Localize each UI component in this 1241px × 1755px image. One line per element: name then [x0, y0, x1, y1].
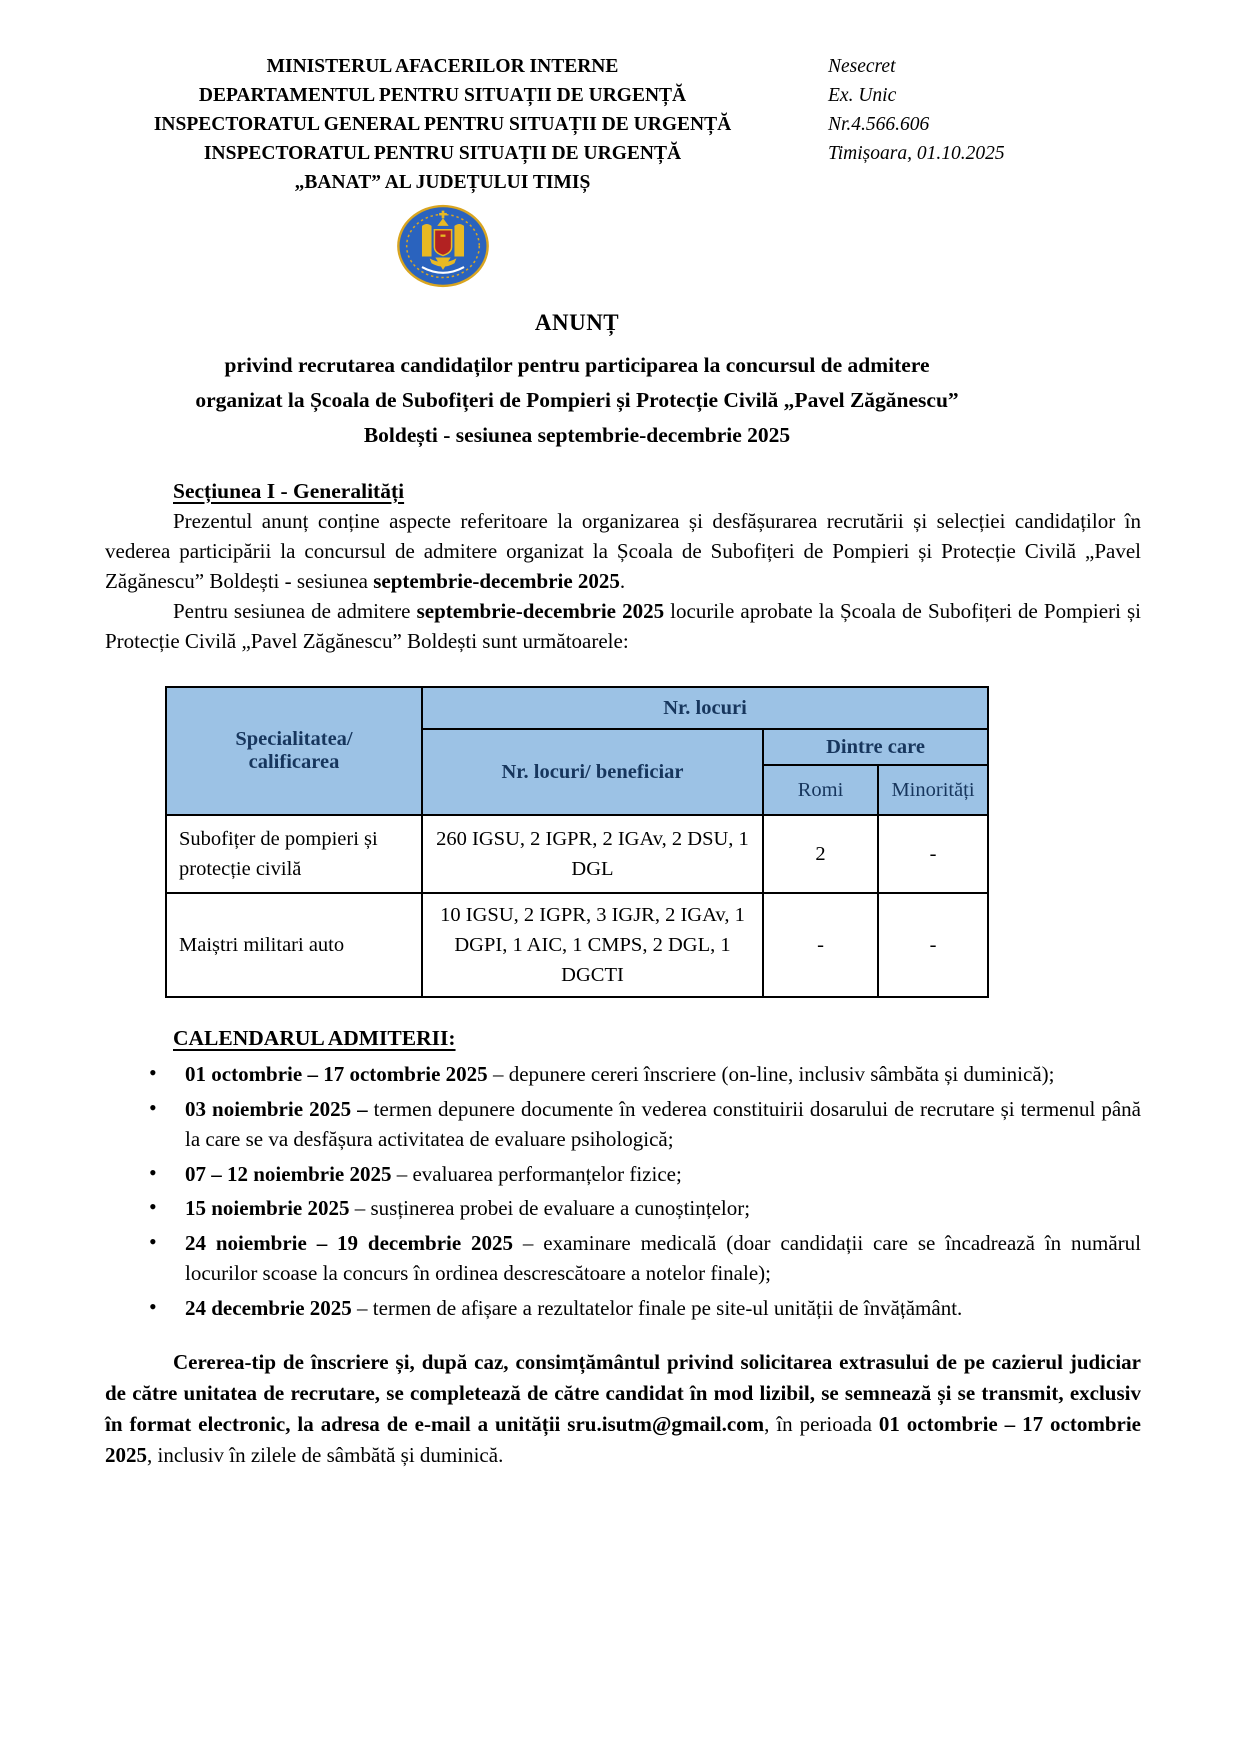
- calendar-item-date: 01 octombrie – 17 octombrie 2025: [185, 1062, 488, 1086]
- org-line: INSPECTORATUL PENTRU SITUAȚII DE URGENȚĂ: [203, 143, 682, 164]
- logo-container: [105, 203, 780, 294]
- document-title: ANUNȚ: [534, 310, 620, 335]
- calendar-item-date: 15 noiembrie 2025: [185, 1196, 350, 1220]
- seats-table-container: [165, 686, 1141, 998]
- calendar-item: [105, 1228, 1141, 1289]
- intro-session-bold: septembrie-decembrie 2025: [373, 569, 620, 593]
- document-subtitle: [105, 348, 1049, 453]
- calendar-item: [105, 1193, 1141, 1224]
- header-cell-dintre-care: Dintre care: [763, 729, 988, 765]
- submission-period-bold: 01 octombrie – 17 octombrie 2025: [105, 1412, 1141, 1467]
- org-line: „BANAT” AL JUDEȚULUI TIMIȘ: [294, 172, 591, 193]
- submission-regular-end: , inclusiv în zilele de sâmbătă și duminică.: [147, 1443, 504, 1467]
- seats-paragraph: [105, 596, 1141, 656]
- row-beneficiar: 10 IGSU, 2 IGPR, 3 IGJR, 2 IGAv, 1 DGPI, 1 AIC, 1 CMPS, 2 DGL, 1 DGCTI: [422, 893, 763, 997]
- row-specialty: Maiștri militari auto: [166, 893, 422, 997]
- calendar-item-text: – depunere cereri înscriere (on-line, inclusiv sâmbăta și duminică);: [487, 1062, 1055, 1086]
- specialty-header-line-2: calificarea: [248, 751, 340, 773]
- subtitle-line-3: Boldești - sesiunea septembrie-decembrie 2025: [363, 423, 791, 447]
- table-row: [166, 893, 988, 997]
- calendar-item-text: – examinare medicală (doar candidații care se încadrează în numărul locurilor scoase la concurs în ordinea descrescătoare a notelor finale);: [185, 1230, 1141, 1285]
- document-header: [105, 52, 1141, 197]
- seats-text-pre: Pentru sesiunea de admitere: [173, 599, 417, 623]
- calendar-item-text: – termen de afișare a rezultatelor finale pe site-ul unității de învățământ.: [351, 1295, 963, 1320]
- seats-session-bold: septembrie-decembrie 2025: [416, 599, 665, 623]
- calendar-item-date: 24 decembrie 2025: [185, 1295, 352, 1320]
- row-romi: 2: [763, 815, 878, 893]
- calendar-item: [105, 1094, 1141, 1155]
- intro-paragraph: [105, 506, 1141, 596]
- exemplar-label: Ex. Unic: [828, 85, 897, 106]
- subtitle-line-1: privind recrutarea candidaților pentru participarea la concursul de admitere: [224, 353, 930, 377]
- registration-number: Nr.4.566.606: [828, 114, 930, 135]
- intro-text: Prezentul anunț conține aspecte referitoare la organizarea și desfășurarea recrutării și selecției candidaților în vederea participării la concursul de admitere organizat la Școala de Subofițeri de Pompieri și Protecție Civilă „Pavel Zăgănescu” Boldești - sesiunea: [105, 509, 1141, 593]
- header-cell-specialty: [166, 687, 422, 815]
- calendar-item-text: termen depunere documente în vederea constituirii dosarului de recrutare și termenul până la care se va desfășura activitatea de evaluare psihologică;: [185, 1096, 1142, 1151]
- row-minoritati: -: [878, 893, 988, 997]
- org-line: MINISTERUL AFACERILOR INTERNE: [266, 56, 619, 77]
- calendar-item-date: 24 noiembrie – 19 decembrie 2025: [185, 1230, 514, 1255]
- seats-text-post: locurile aprobate la Școala de Subofițeri de Pompieri și Protecție Civilă „Pavel Zăgănescu” Boldești sunt următoarele:: [105, 599, 1141, 653]
- calendar-item: [105, 1159, 1141, 1190]
- calendar-item: [105, 1059, 1141, 1090]
- intro-period: .: [619, 569, 626, 593]
- document-meta-block: [780, 52, 1005, 168]
- calendar-list: [105, 1059, 1141, 1323]
- row-romi: -: [763, 893, 878, 997]
- title-block: [105, 310, 1141, 453]
- row-minoritati: -: [878, 815, 988, 893]
- coat-of-arms-logo: [395, 203, 491, 289]
- submission-bold-text: Cererea-tip de înscriere și, după caz, consimțământul privind solicitarea extrasului de pe cazierul judiciar de către unitatea de recrutare, se completează de către candidat în mod lizibil, se semnează și se transmit, exclusiv în format electronic, la adresa de e-mail a unității sru.isutm@gmail.com: [105, 1350, 1141, 1436]
- submission-paragraph: [105, 1347, 1141, 1471]
- org-line: DEPARTAMENTUL PENTRU SITUAȚII DE URGENȚĂ: [198, 85, 687, 106]
- table-row: [166, 815, 988, 893]
- header-cell-beneficiar: Nr. locuri/ beneficiar: [422, 729, 763, 815]
- header-cell-romi: Romi: [763, 765, 878, 815]
- row-beneficiar: 260 IGSU, 2 IGPR, 2 IGAv, 2 DSU, 1 DGL: [422, 815, 763, 893]
- header-cell-nr-locuri: Nr. locuri: [422, 687, 988, 729]
- admission-calendar-heading: CALENDARUL ADMITERII:: [173, 1026, 456, 1050]
- org-line: INSPECTORATUL GENERAL PENTRU SITUAȚII DE URGENȚĂ: [153, 114, 732, 135]
- row-specialty: Subofițer de pompieri și protecție civilă: [166, 815, 422, 893]
- calendar-item-text: – evaluarea performanțelor fizice;: [391, 1161, 682, 1186]
- submission-regular-text: , în perioada: [764, 1412, 879, 1436]
- issuing-authority-block: [105, 52, 780, 197]
- calendar-item-date: 03 noiembrie 2025 –: [185, 1096, 368, 1121]
- seats-table: [165, 686, 989, 998]
- header-cell-minoritati: Minorități: [878, 765, 988, 815]
- classification-label: Nesecret: [828, 56, 896, 77]
- calendar-item: [105, 1293, 1141, 1324]
- subtitle-line-2: organizat la Școala de Subofițeri de Pompieri și Protecție Civilă „Pavel Zăgănescu”: [195, 388, 959, 412]
- specialty-header-line-1: Specialitatea/: [235, 728, 353, 750]
- section-1-heading: Secțiunea I - Generalități: [173, 479, 405, 503]
- place-and-date: Timișoara, 01.10.2025: [828, 143, 1005, 164]
- calendar-item-date: 07 – 12 noiembrie 2025: [185, 1161, 392, 1186]
- calendar-item-text: – susținerea probei de evaluare a cunoștințelor;: [349, 1196, 751, 1220]
